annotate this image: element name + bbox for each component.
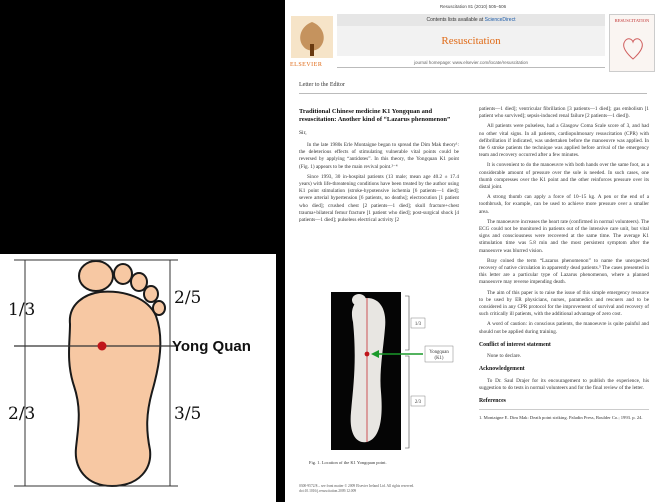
copyright-line: 0300-9572/$ – see front matter © 2009 Elsevier Ireland Ltd. All rights reserved. — [299, 484, 415, 488]
paragraph: A strong thumb can apply a force of 10–15 kg. A pen or the end of a toothbrush, for example, can be used to achieve more pressure over a smaller area. — [479, 194, 649, 215]
article-type: Letter to the Editor — [299, 82, 345, 88]
journal-reference: Resuscitation 81 (2010) 505–506 — [439, 4, 507, 9]
conflict-text: None to declare. — [487, 353, 522, 360]
fraction-bottom-right: 3/5 — [174, 404, 202, 424]
masthead — [289, 14, 605, 72]
photo-foot-shape — [351, 298, 386, 442]
right-column — [479, 106, 649, 424]
contents-prefix: Contents lists available at — [426, 17, 484, 23]
figure-label-top: 1/3 — [414, 322, 422, 327]
left-column — [299, 142, 459, 227]
yong-quan-point — [98, 342, 107, 351]
yong-quan-label: Yong Quan — [172, 338, 251, 355]
journal-name: Resuscitation — [337, 26, 605, 56]
toe-5 — [153, 301, 165, 315]
publisher-name: ELSEVIER — [290, 62, 323, 68]
paragraph: Since 1993, 30 in-hospital patients (13 male; mean age 40.2 ± 17.4 years) with life-threatening conditions have been treated by the author using K1 point stimulation (stroke-hypotensive ischemia [6 patients—1 died]; severe arterial hypertension [6 patients, no deaths]; electrocution [1 patient who died]; crushed chest [2 patients—1 died]; skull fracture+chest trauma+bilateral femur fracture [1 patient who died]; post-surgical shock [4 patients—1 died]; pulseless electrical activity [2 — [299, 173, 459, 224]
paragraph: All patients were pulseless, had a Glasgow Coma Scale score of 3, and had no other vital signs. In all patients, cardiopulmonary resuscitation (CPR) with defibrillation if indicated, was undertaken before the manoeuvre was applied. In the 6 stroke patients the technique was applied before arrival of the emergency team and recovery occurred after a few minutes. — [479, 123, 649, 159]
photo-k1-point — [365, 352, 370, 357]
cover-title: RESUSCITATION — [614, 18, 650, 23]
journal-cover — [609, 14, 655, 72]
figure-point-label-line1: Yongquan — [429, 350, 449, 355]
paragraph: In the late 1980s Erle Montaigne began to spread the Dim Mak theory¹: the deleterious effects of stimulating vulnerable vital points could be reversed by applying “antidotes”. In this theory, the Yongquan K1 point (Fig. 1) appears to be the main revival point.²⁻⁴ — [299, 142, 459, 170]
figure-label-bottom: 2/3 — [414, 400, 422, 405]
fraction-top-right: 2/5 — [174, 288, 202, 308]
references-heading: References — [479, 397, 506, 404]
foot-illustration — [0, 254, 276, 502]
journal-homepage[interactable]: journal homepage: www.elsevier.com/locate/resuscitation — [337, 58, 605, 68]
article-title: Traditional Chinese medicine K1 Yongquan and resuscitation: Another kind of “Lazarus phenomenon” — [299, 108, 451, 123]
paragraph: The manoeuvre increases the heart rate (confirmed in normal volunteers). The ECG could not be monitored in patients out of the intensive care unit, but vital signs and consciousness were recovered at the same time. The average K1 stimulation time was 5.8 min and the most persistent symptom after the manoeuvre was blurred vision. — [479, 218, 649, 254]
paragraph: The aim of this paper is to raise the issue of this simple emergency resource to be used by ER physicians, nurses, paramedics and rescuers and to be considered in any CPR protocol for the improvement of survival and recovery of such critically ill patients, with the additional advantage of zero cost. — [479, 289, 649, 318]
figure-point-label-line2: (K1) — [434, 356, 444, 361]
figure-overlay — [301, 292, 475, 452]
doi-line[interactable]: doi:10.1016/j.resuscitation.2009.12.009 — [299, 488, 357, 493]
foot-diagram — [0, 254, 276, 502]
paragraph: patients—1 died]; ventricular fibrillation [3 patients—1 died]; gas embolism [1 patient who survived]; sepsis-induced renal failure [2 patients—1 died]). — [479, 106, 649, 120]
contents-bar — [337, 14, 605, 26]
paragraph: It is convenient to do the manoeuvre with both hands over the same foot, as a considerable amount of pressure over the sole is needed. In such cases, one thumb compresses over the K1 point and the other reinforces pressure over its distal joint. — [479, 162, 649, 191]
sciencedirect-link[interactable]: ScienceDirect — [484, 17, 516, 23]
toe-2 — [114, 264, 132, 284]
foot-sole-shape — [69, 292, 160, 486]
conflict-heading: Conflict of interest statement — [479, 341, 551, 348]
bracket-top — [405, 296, 409, 350]
journal-page — [285, 0, 661, 502]
toe-4 — [144, 286, 158, 302]
cover-heart-icon — [620, 33, 646, 63]
figure-1 — [301, 292, 475, 452]
paragraph: A word of caution: in conscious patients, the manoeuvre is quite painful and should not be applied during training. — [479, 321, 649, 335]
fraction-bottom-left: 2/3 — [8, 404, 36, 424]
toe-3 — [131, 273, 147, 291]
header-divider — [299, 93, 647, 94]
acknowledgement-heading: Acknowledgement — [479, 366, 525, 373]
references-divider — [479, 409, 649, 410]
photo-big-toe — [352, 294, 366, 306]
big-toe — [79, 261, 113, 291]
paragraph: Bray coined the term “Lazarus phenomenon” to name the unexpected recovery of native circulation in apparently dead patients.⁵ The cases presented in this letter are a particular type of Lazarus phenomenon, where a planned manoeuvre may reverse impending death. — [479, 257, 649, 286]
bracket-bottom — [405, 356, 409, 448]
reference-1: 1. Montaigne E. Dim Mak: Death point striking. Paladin Press, Boulder Co.; 1993. p. 24. — [479, 415, 643, 421]
page-footer — [299, 484, 499, 493]
figure-caption: Fig. 1. Location of the K1 Yongquan point. — [309, 460, 387, 465]
salutation: Sir, — [299, 130, 307, 136]
fraction-top-left: 1/3 — [8, 300, 36, 320]
acknowledgement-text: To Dr. Saul Drajer for its encouragement to publish the experience, his suggestion to do tests in normal volunteers and for the final review of the letter. — [479, 377, 649, 391]
